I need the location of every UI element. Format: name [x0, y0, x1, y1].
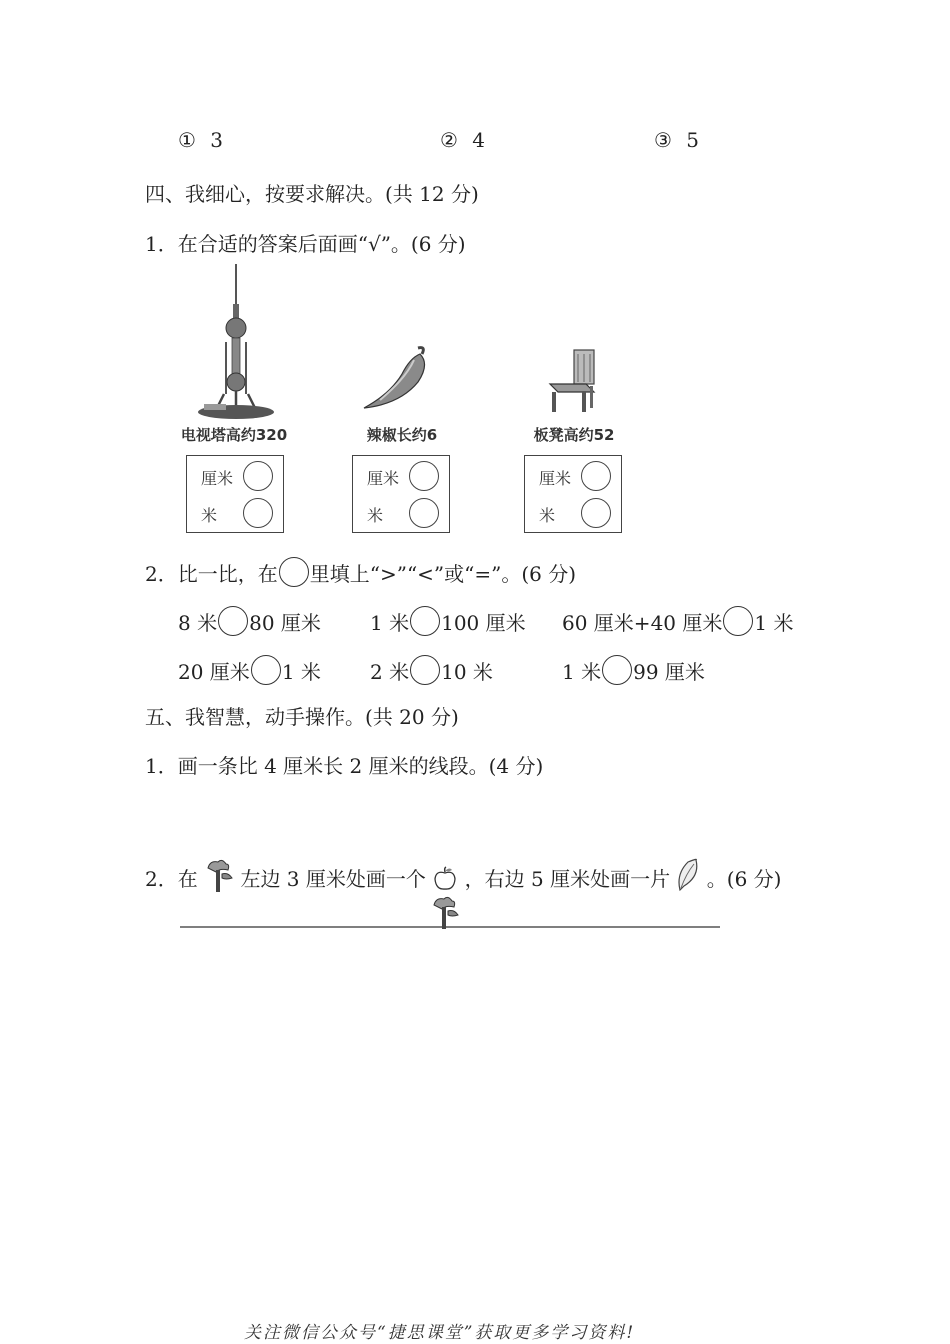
drawing-line: [178, 893, 722, 933]
compare-right: 99 厘米: [633, 660, 705, 684]
answer-box-chair: [524, 455, 622, 533]
option-cm-circle[interactable]: [581, 461, 611, 491]
option-2: [440, 128, 485, 152]
compare-left: 60 厘米+40 厘米: [562, 611, 723, 635]
option-cm-circle[interactable]: [243, 461, 273, 491]
section5-q1-text: 1．画一条比 4 厘米长 2 厘米的线段。(4 分): [145, 754, 544, 778]
compare-right: 80 厘米: [249, 611, 321, 635]
q2-text-part: 2．在: [145, 867, 198, 891]
option-m-circle[interactable]: [581, 498, 611, 528]
option-mark: ①: [178, 128, 196, 152]
compare-item: [178, 606, 321, 636]
compare-left: 2 米: [370, 660, 410, 684]
option-mark: ③: [654, 128, 672, 152]
compare-right: 1 米: [281, 660, 321, 684]
option-3: [654, 128, 699, 152]
option-cm-label: 厘米: [201, 469, 234, 488]
compare-item: [562, 655, 705, 685]
item-caption-chair: 板凳高约52: [533, 426, 615, 444]
q2-text-part: ，右边 5 厘米处画一片: [464, 867, 671, 891]
section5-q2-text: [145, 858, 781, 892]
option-m-circle[interactable]: [243, 498, 273, 528]
compare-left: 1 米: [370, 611, 410, 635]
compare-circle[interactable]: [218, 606, 248, 636]
blank-circle-icon: [279, 557, 309, 587]
compare-item: [178, 655, 321, 685]
compare-right: 1 米: [754, 611, 794, 635]
option-m-label: 米: [539, 506, 556, 525]
section4-q1-text: 1．在合适的答案后面画“√”。(6 分): [145, 232, 466, 256]
option-m-label: 米: [201, 506, 218, 525]
compare-circle[interactable]: [723, 606, 753, 636]
compare-circle[interactable]: [251, 655, 281, 685]
compare-circle[interactable]: [410, 655, 440, 685]
section5-heading: 五、我智慧，动手操作。(共 20 分): [145, 705, 459, 729]
section4-q2-text: [145, 557, 576, 587]
compare-right: 10 米: [441, 660, 493, 684]
chili-pepper-icon: [360, 344, 432, 412]
leaf-icon: [676, 858, 700, 892]
q2-text-part: 里填上“>”“<”或“=”。(6 分): [309, 562, 577, 586]
answer-box-tv-tower: [186, 455, 284, 533]
option-value: 4: [472, 128, 486, 152]
option-cm-label: 厘米: [367, 469, 400, 488]
compare-left: 1 米: [562, 660, 602, 684]
compare-left: 8 米: [178, 611, 218, 635]
chair-icon: [546, 348, 598, 414]
option-cm-label: 厘米: [539, 469, 572, 488]
option-m-circle[interactable]: [409, 498, 439, 528]
option-mark: ②: [440, 128, 458, 152]
tree-icon: [434, 897, 458, 929]
q2-text-part: 2．比一比，在: [145, 562, 278, 586]
option-value: 5: [686, 128, 700, 152]
tv-tower-icon: [196, 264, 286, 422]
compare-circle[interactable]: [602, 655, 632, 685]
compare-right: 100 厘米: [441, 611, 526, 635]
compare-item: [370, 606, 526, 636]
section4-heading: 四、我细心，按要求解决。(共 12 分): [145, 182, 479, 206]
compare-left: 20 厘米: [178, 660, 250, 684]
q2-text-part: 左边 3 厘米处画一个: [240, 867, 426, 891]
tree-icon: [204, 858, 234, 892]
compare-circle[interactable]: [410, 606, 440, 636]
footer-note: 关注微信公众号“捷思课堂”获取更多学习资料!: [244, 1323, 636, 1343]
option-1: [178, 128, 223, 152]
option-m-label: 米: [367, 506, 384, 525]
item-caption-chili: 辣椒长约6: [366, 426, 438, 444]
compare-item: [562, 606, 793, 636]
compare-item: [370, 655, 493, 685]
option-value: 3: [210, 128, 224, 152]
answer-box-chili: [352, 455, 450, 533]
q2-text-part: 。(6 分): [706, 867, 782, 891]
item-caption-tv-tower: 电视塔高约320: [180, 426, 288, 444]
option-cm-circle[interactable]: [409, 461, 439, 491]
apple-icon: [432, 866, 458, 892]
